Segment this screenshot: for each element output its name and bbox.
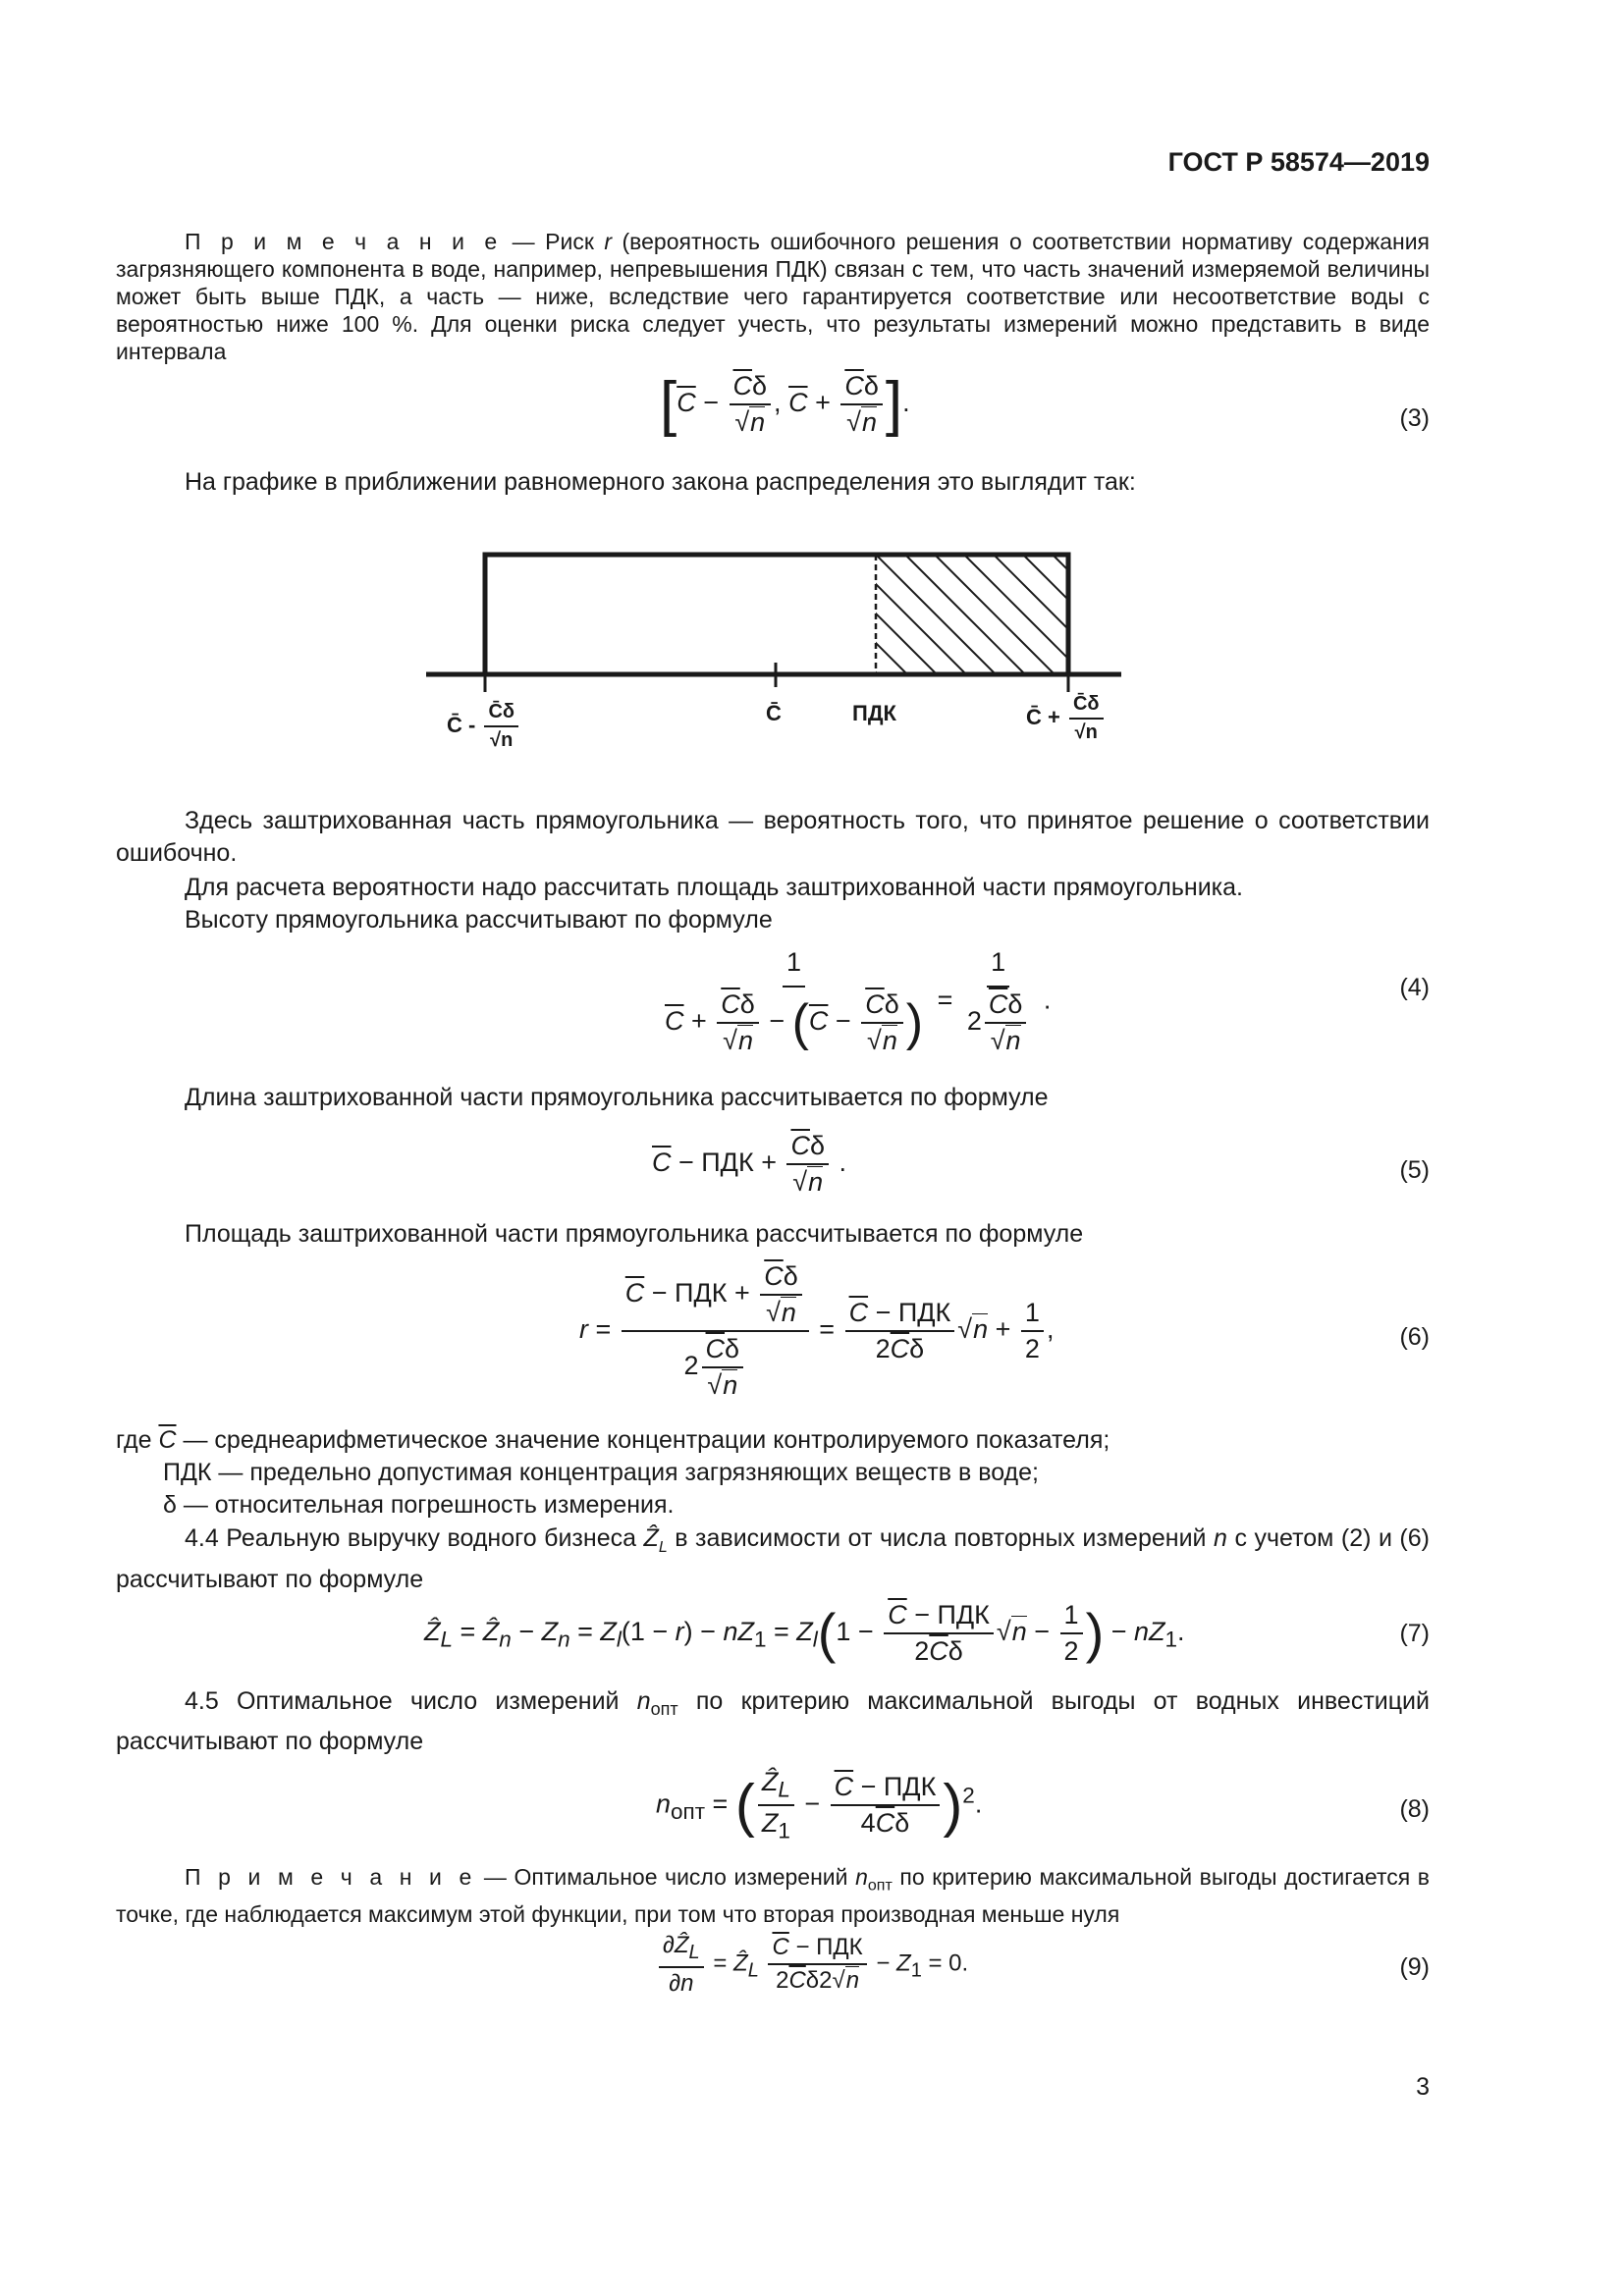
paragraph-shaded-meaning: Здесь заштрихованная часть прямоугольника — вероятность того, что принятое решение о соответствии ошибочно. xyxy=(116,807,1430,867)
paragraph-height-formula: Высоту прямоугольника рассчитывают по формуле xyxy=(185,906,773,934)
where-delta: δ — относительная погрешность измерения. xyxy=(163,1491,675,1519)
formula-5: $\overline{C}$ − ПДК + $\frac{\overline{C}\delta}{√n}$ . xyxy=(652,1131,847,1197)
paragraph-length-formula: Длина заштрихованной части прямоугольника рассчитывается по формуле xyxy=(185,1084,1049,1111)
formula-6: r = $\overline{C}$ − ПДК + $\frac{\overline{C}\delta}{√n}$ 2 $\frac{\overline{C}\delta}{√n}$ = $\frac{\overline{C} - ПДК}{2\overline{C}\delta}$ √n + $\frac{1}{2}$ , xyxy=(579,1261,1055,1400)
where-c: где $\overline{C}$ — среднеарифметическое значение концентрации контролируемого показателя; xyxy=(116,1426,1110,1454)
label-right: C̄ + $\frac{C̄\delta}{√n}$ xyxy=(1026,693,1107,744)
hatched-area xyxy=(758,555,1139,674)
paragraph-area-formula: Площадь заштрихованной части прямоугольника рассчитывается по формуле xyxy=(185,1220,1084,1248)
equation-number: (4) xyxy=(1399,974,1430,1001)
formula-3: [$\overline{C}$ − $\frac{\overline{C}\delta}{√n}$ , $\overline{C}$ + $\frac{\overline{C}\delta}{√n}$ ]. xyxy=(660,370,910,438)
where-pdk: ПДК — предельно допустимая концентрация загрязняющих веществ в воде; xyxy=(163,1459,1039,1486)
note-paragraph: П р и м е ч а н и е — Риск r (вероятность ошибочного решения о соответствии нормативу содержания загрязняющего компонента в воде, например, непревышения ПДК) связан с тем, что часть значений измеряемой величины может быть выше ПДК, а часть — ниже, вследствие чего гарантируется соответствие или несоответствие воды с вероятностью ниже 100 %. Для оценки риска следует учесть, что результаты измерений можно представить в виде интервала xyxy=(116,229,1430,364)
label-pdk: ПДК xyxy=(852,701,896,725)
formula-9: $\frac{\partial Ẑ_L}{\partial n}$ = Ẑ$_L$ $\frac{\overline{C} - ПДК}{2\overline{C}\delta 2√n}$ − $Z_1 = 0$. xyxy=(656,1932,968,1998)
formula-8: $n_{опт}$ = ( $\frac{Ẑ_L}{Z_1}$ − $\frac{\overline{C} - ПДК}{4\overline{C}\delta}$ )$^2$. xyxy=(656,1767,983,1843)
paragraph-area-calc: Для расчета вероятности надо рассчитать площадь заштрихованной части прямоугольника. xyxy=(185,874,1244,901)
section-4-4: 4.4 Реальную выручку водного бизнеса Ẑ$_L$ в зависимости от числа повторных измерений n с учетом (2) и (6) рассчитывают по формуле xyxy=(116,1524,1430,1593)
label-center: C̄ xyxy=(766,701,782,725)
formula-7: Ẑ$_L$ = Ẑ$_n$ − $Z_n = Z_l(1 - r) - nZ_1 = Z_l(1$ − $\frac{\overline{C} - ПДК}{2\overline{C}\delta}$ √n − $\frac{1}{2}$ ) − $nZ_1$. xyxy=(424,1600,1185,1666)
paragraph-graph-intro: На графике в приближении равномерного закона распределения это выглядит так: xyxy=(185,468,1136,496)
equation-number: (9) xyxy=(1399,1953,1430,1981)
page-number: 3 xyxy=(1416,2073,1430,2101)
equation-number: (8) xyxy=(1399,1795,1430,1823)
formula-4: 1 $\overline{C}$ + $\frac{\overline{C}\delta}{√n}$ − ($\overline{C}$ − $\frac{\overline{C}\delta}{√n}$ ) = 1 2 $\frac{\overline{C}\delta}{√n}$ . xyxy=(665,947,1052,1055)
label-left: C̄ - $\frac{C̄\delta}{√n}$ xyxy=(447,701,521,752)
note-paragraph-2: П р и м е ч а н и е — Оптимальное число измерений $n_{опт}$ по критерию максимальной выгоды достигается в точке, где наблюдается максимум этой функции, при том что вторая производная меньше нуля xyxy=(116,1864,1431,1927)
doc-header: ГОСТ Р 58574—2019 xyxy=(1167,147,1430,177)
equation-number: (5) xyxy=(1399,1156,1430,1184)
equation-number: (7) xyxy=(1399,1620,1430,1647)
equation-number: (6) xyxy=(1399,1323,1430,1351)
section-4-5: 4.5 Оптимальное число измерений $n_{опт}$ по критерию максимальной выгоды от водных инвестиций рассчитывают по формуле xyxy=(116,1687,1430,1755)
equation-number: (3) xyxy=(1399,404,1430,432)
